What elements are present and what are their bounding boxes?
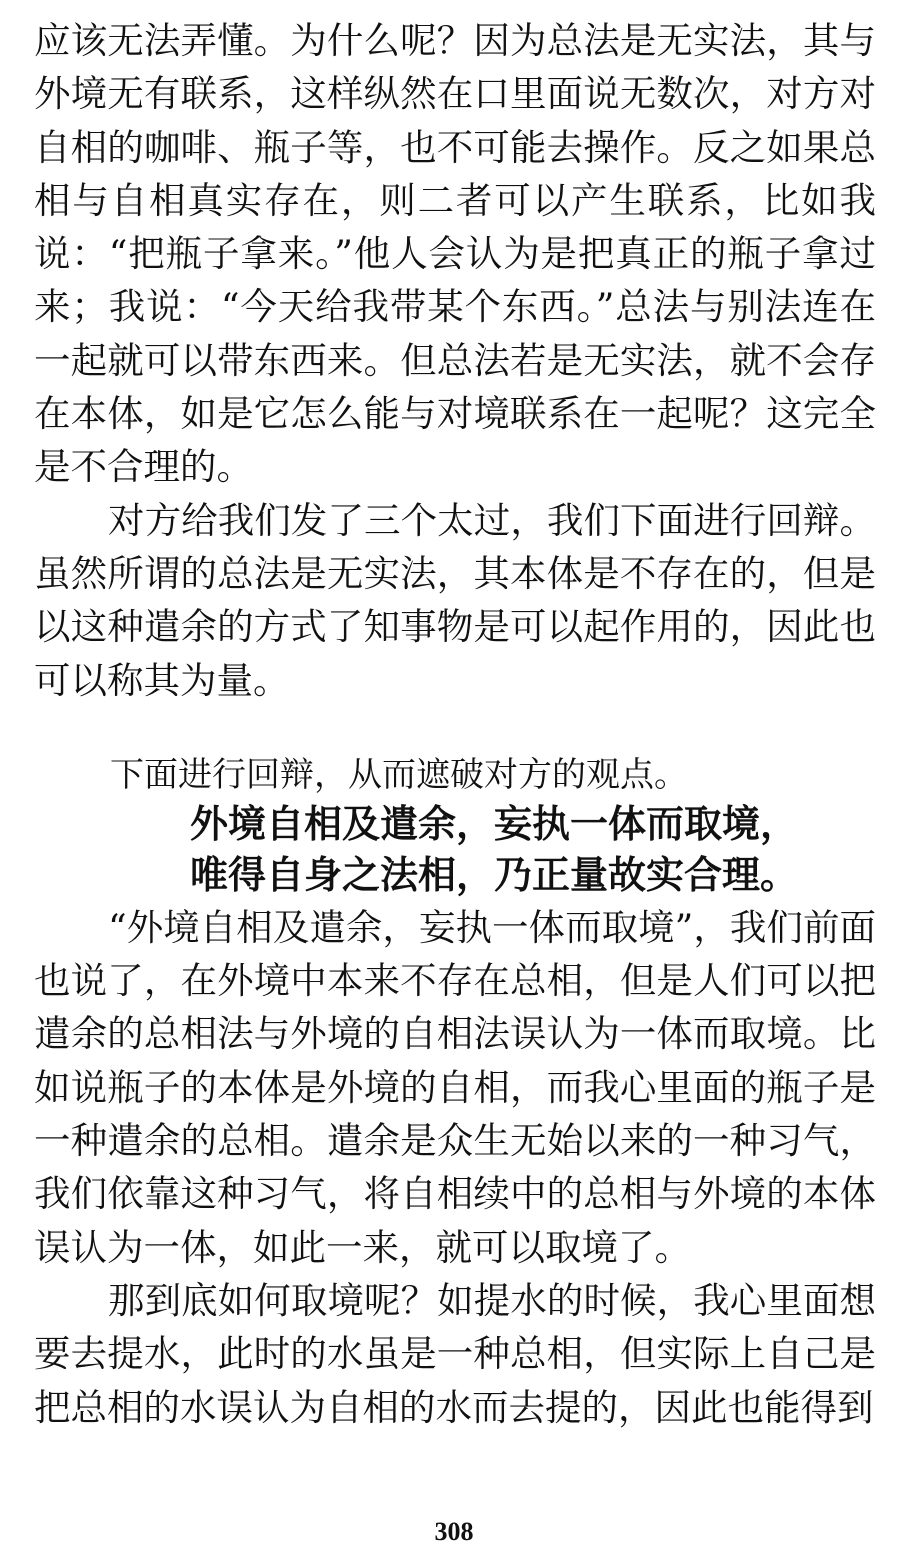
body-paragraph: 对方给我们发了三个太过，我们下面进行回辩。虽然所谓的总法是无实法，其本体是不存在的，但是以这种遣余的方式了知事物是可以起作用的，因此也可以称其为量。 bbox=[34, 498, 876, 702]
page-body bbox=[34, 14, 876, 1434]
body-paragraph: 应该无法弄懂。为什么呢？因为总法是无实法，其与外境无有联系，这样纵然在口里面说无数次，对方对自相的咖啡、瓶子等，也不可能去操作。反之如果总相与自相真实存在，则二者可以产生联系，比如我说：“把瓶子拿来。”他人会认为是把真正的瓶子拿过来；我说：“今天给我带某个东西。”总法与别法连在一起就可以带东西来。但总法若是无实法，就不会存在本体，如是它怎么能与对境联系在一起呢？这完全是不合理的。 bbox=[34, 19, 876, 489]
commentary-paragraph: 那到底如何取境呢？如提水的时候，我心里面想要去提水，此时的水虽是一种总相，但实际上自己是把总相的水误认为自相的水而去提的，因此也能得到 bbox=[34, 1278, 876, 1429]
section-gap bbox=[34, 707, 876, 751]
verse-intro: 下面进行回辩，从而遮破对方的观点。 bbox=[110, 754, 688, 795]
verse-line: 唯得自身之法相，乃正量故实合理。 bbox=[190, 852, 799, 897]
page-number: 308 bbox=[434, 1517, 474, 1546]
verse-line: 外境自相及遣余，妄执一体而取境， bbox=[190, 801, 799, 846]
commentary-paragraph: “外境自相及遣余，妄执一体而取境”，我们前面也说了，在外境中本来不存在总相，但是人们可以把遣余的总相法与外境的自相法误认为一体而取境。比如说瓶子的本体是外境的自相，而我心里面的瓶子是一种遣余的总相。遣余是众生无始以来的一种习气，我们依靠这种习气，将自相续中的总相与外境的本体误认为一体，如此一来，就可以取境了。 bbox=[34, 905, 876, 1269]
